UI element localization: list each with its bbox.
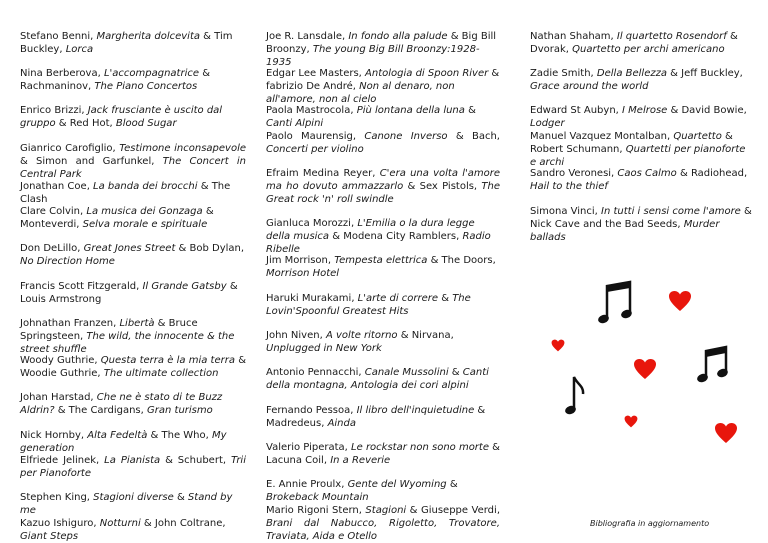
list-item: Mario Rigoni Stern, Stagioni & Giuseppe Verdi, Brani dal Nabucco, Rigoletto, Trovatore, Traviata, Aida e Otello xyxy=(266,505,500,542)
list-item: Stefano Benni, Margherita dolcevita & Tim Buckley, Lorca xyxy=(20,31,233,55)
list-item: E. Annie Proulx, Gente del Wyoming & Brokeback Mountain xyxy=(266,479,458,503)
list-item: Johnathan Franzen, Libertà & Bruce Springsteen, The wild, the innocente & the street shuffle xyxy=(20,318,235,355)
list-item: Gianluca Morozzi, L'Emilia o la dura legge della musica & Modena City Ramblers, Radio Ribelle xyxy=(266,218,491,255)
heart-icon xyxy=(551,339,565,352)
list-item: Nathan Shaham, Il quartetto Rosendorf & Dvorak, Quartetto per archi americano xyxy=(530,31,738,55)
list-item: Joe R. Lansdale, In fondo alla palude & Big Bill Broonzy, The young Big Bill Broonzy:1928-1935 xyxy=(266,31,497,68)
list-item: Valerio Piperata, Le rockstar non sono morte & Lacuna Coil, In a Reverie xyxy=(266,442,500,466)
list-item: Jim Morrison, Tempesta elettrica & The Doors, Morrison Hotel xyxy=(266,255,496,279)
list-item: Enrico Brizzi, Jack frusciante è uscito dal gruppo & Red Hot, Blood Sugar xyxy=(20,105,223,129)
list-item: Fernando Pessoa, Il libro dell'inquietudine & Madredeus, Ainda xyxy=(266,405,486,429)
list-item: Johan Harstad, Che ne è stato di te Buzz Aldrin? & The Cardigans, Gran turismo xyxy=(20,392,223,416)
music-note-icon xyxy=(564,374,586,418)
list-item: Simona Vinci, In tutti i sensi come l'amore & Nick Cave and the Bad Seeds, Murder ballads xyxy=(530,206,752,243)
list-item: Woody Guthrie, Questa terra è la mia terra & Woodie Guthrie, The ultimate collection xyxy=(20,355,246,379)
list-item: Antonio Pennacchi, Canale Mussolini & Canti della montagna, Antologia dei cori alpini xyxy=(266,367,489,391)
list-item: Paolo Maurensig, Canone Inverso & Bach, Concerti per violino xyxy=(266,131,500,155)
list-item: Nick Hornby, Alta Fedeltà & The Who, My generation xyxy=(20,430,227,454)
list-item: Edgar Lee Masters, Antologia di Spoon River & fabrizio De André, Non al denaro, non all'amore, non al cielo xyxy=(266,68,500,105)
list-item: Jonathan Coe, La banda dei brocchi & The Clash xyxy=(20,181,231,205)
list-item: Paola Mastrocola, Più lontana della luna & Canti Alpini xyxy=(266,105,476,129)
list-item: Manuel Vazquez Montalban, Quartetto & Robert Schumann, Quartetti per pianoforte e archi xyxy=(530,131,746,168)
list-item: Don DeLillo, Great Jones Street & Bob Dylan, No Direction Home xyxy=(20,243,245,267)
music-note-icon xyxy=(598,280,638,330)
heart-icon xyxy=(668,290,692,312)
list-item: Zadie Smith, Della Bellezza & Jeff Buckley, Grace around the world xyxy=(530,68,743,92)
music-note-icon xyxy=(696,345,732,387)
list-item: Haruki Murakami, L'arte di correre & The Lovin'Spoonful Greatest Hits xyxy=(266,293,471,317)
heart-icon xyxy=(624,415,638,428)
list-item: John Niven, A volte ritorno & Nirvana, Unplugged in New York xyxy=(266,330,454,354)
list-item: Gianrico Carofiglio, Testimone inconsapevole & Simon and Garfunkel, The Concert in Central Park xyxy=(20,143,246,180)
list-item: Stephen King, Stagioni diverse & Stand by me xyxy=(20,492,233,516)
heart-icon xyxy=(633,358,657,380)
list-item: Edward St Aubyn, I Melrose & David Bowie, Lodger xyxy=(530,105,747,129)
list-item: Elfriede Jelinek, La Pianista & Schubert, Trii per Pianoforte xyxy=(20,455,246,479)
list-item: Sandro Veronesi, Caos Calmo & Radiohead, Hail to the thief xyxy=(530,168,748,192)
list-item: Kazuo Ishiguro, Notturni & John Coltrane, Giant Steps xyxy=(20,518,226,542)
footer-note: Bibliografia in aggiornamento xyxy=(590,519,710,528)
list-item: Francis Scott Fitzgerald, Il Grande Gatsby & Louis Armstrong xyxy=(20,281,238,305)
list-item: Clare Colvin, La musica dei Gonzaga & Monteverdi, Selva morale e spirituale xyxy=(20,206,214,230)
heart-icon xyxy=(714,422,738,444)
list-item: Efraim Medina Reyer, C'era una volta l'amore ma ho dovuto ammazzarlo & Sex Pistols, The Great rock 'n' roll swindle xyxy=(266,168,500,205)
list-item: Nina Berberova, L'accompagnatrice & Rachmaninov, The Piano Concertos xyxy=(20,68,210,92)
